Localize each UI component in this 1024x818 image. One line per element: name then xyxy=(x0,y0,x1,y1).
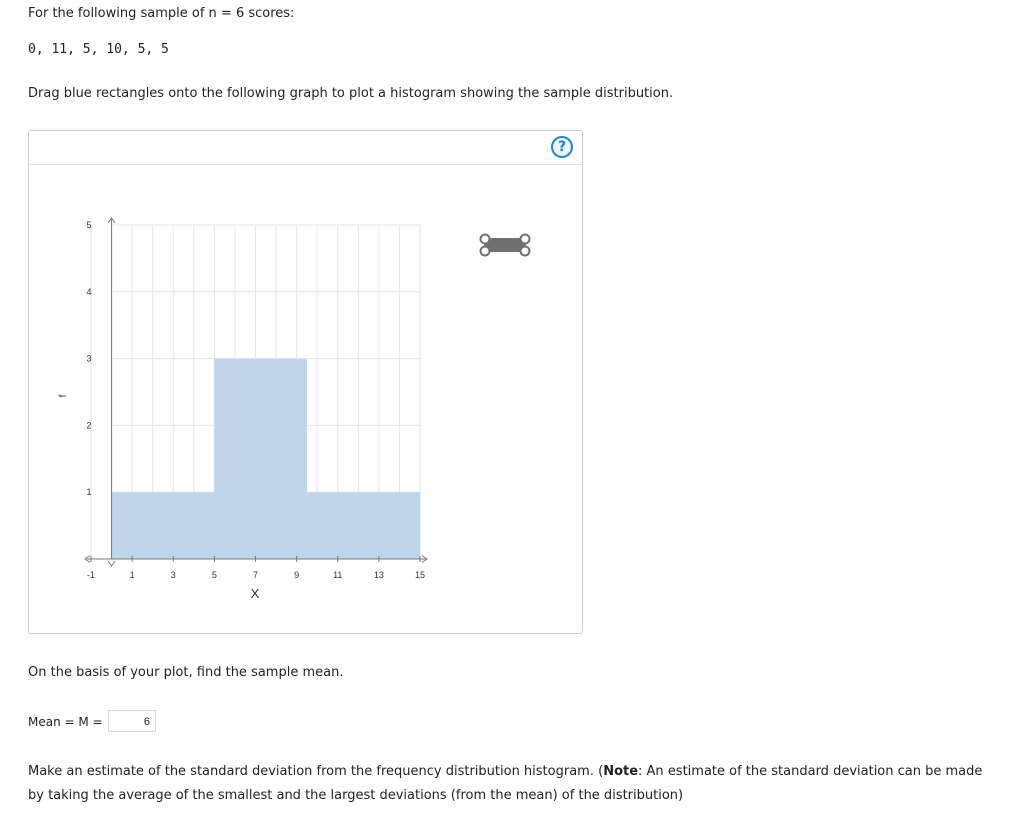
rectangle-tool-handle[interactable] xyxy=(481,247,490,256)
y-tick-label: 1 xyxy=(86,487,92,498)
x-tick-label: 1 xyxy=(129,570,135,580)
mean-label: Mean = M = xyxy=(28,715,103,729)
y-tick-label: 2 xyxy=(86,420,92,431)
histogram-bar[interactable] xyxy=(307,492,420,559)
histogram-chart xyxy=(29,131,582,633)
question-mark-icon[interactable]: ? xyxy=(551,136,573,158)
std-note-bold: Note xyxy=(603,764,639,779)
rectangle-tool-handle[interactable] xyxy=(521,235,530,244)
y-tick-label: 5 xyxy=(86,220,92,230)
sample-scores: 0, 11, 5, 10, 5, 5 xyxy=(28,42,169,57)
rectangle-tool-handle[interactable] xyxy=(481,235,490,244)
std-instruction xyxy=(28,760,988,808)
y-axis-arrow-down xyxy=(108,561,115,566)
x-tick-label: 7 xyxy=(252,570,259,580)
x-tick-label: 15 xyxy=(414,570,426,580)
histogram-graph-panel xyxy=(28,130,583,634)
mean-prompt: On the basis of your plot, find the sample mean. xyxy=(28,665,344,680)
histogram-bars[interactable] xyxy=(112,359,420,559)
std-text-after: : An estimate of the standard deviation can be made by taking the average of the smallest and the largest deviations (from the mean) of the distribution) xyxy=(28,764,983,803)
x-tick-label: 9 xyxy=(294,570,300,580)
sample-intro: For the following sample of n = 6 scores: xyxy=(28,6,295,21)
std-text-before: Make an estimate of the standard deviation from the frequency distribution histogram. ( xyxy=(28,764,604,779)
histogram-bar[interactable] xyxy=(214,359,307,559)
histogram-bar[interactable] xyxy=(112,492,215,559)
drag-instruction: Drag blue rectangles onto the following graph to plot a histogram showing the sample distribution. xyxy=(28,86,674,101)
x-tick-label: -1 xyxy=(86,570,96,580)
x-tick-label: 11 xyxy=(333,570,343,580)
y-axis-title: f xyxy=(58,394,69,398)
x-tick-labels xyxy=(87,570,425,580)
x-tick-label: 13 xyxy=(373,570,384,580)
mean-input[interactable] xyxy=(108,710,156,732)
y-tick-label: 4 xyxy=(86,286,92,297)
x-tick-label: 3 xyxy=(170,570,176,580)
rectangle-tool-icon[interactable] xyxy=(481,235,530,256)
y-tick-label: 3 xyxy=(86,353,92,364)
rectangle-tool-handle[interactable] xyxy=(521,247,530,256)
x-axis-title: X xyxy=(250,586,260,601)
x-tick-label: 5 xyxy=(211,570,217,580)
